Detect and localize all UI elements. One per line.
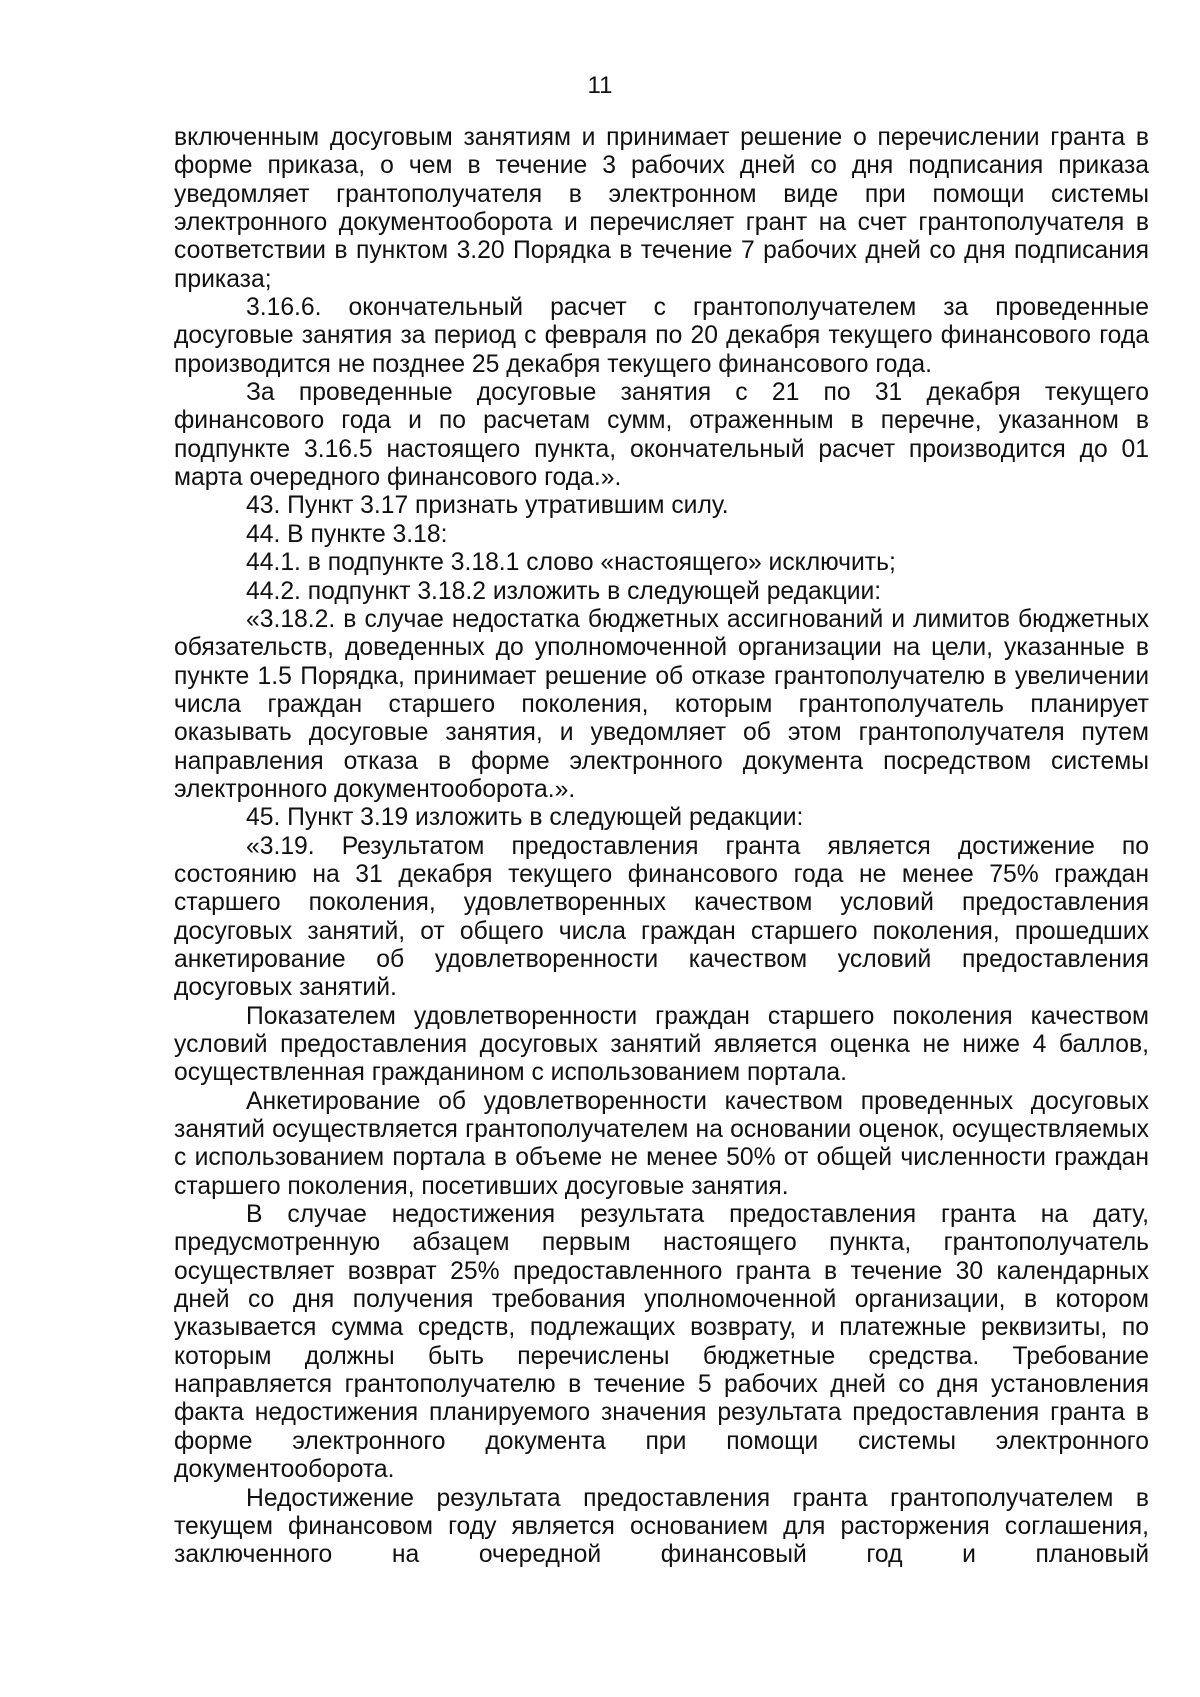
document-body [174, 124, 1149, 1570]
page-number: 11 [587, 72, 613, 99]
paragraph-refund: В случае недостижения результата предоставления гранта на дату, предусмотренную абзацем первым настоящего пункта, грантополучатель осуществляет возврат 25% предоставленного гранта в течение 30 календарных дней со дня получения требования уполномоченной организации, в котором указывается сумма средств, подлежащих возврату, и платежные реквизиты, по которым должны быть перечислены бюджетные средства. Требование направляется грантополучателю в течение 5 рабочих дней со дня установления факта недостижения планируемого значения результата предоставления гранта в форме электронного документа при помощи системы электронного документооборота. [174, 1201, 1149, 1484]
paragraph-satisfaction-indicator: Показателем удовлетворенности граждан старшего поколения качеством условий предоставления досуговых занятий является оценка не ниже 4 баллов, осуществленная гражданином с использованием портала. [174, 1002, 1149, 1087]
paragraph-grant-transfer-decision: включенным досуговым занятиям и принимает решение о перечислении гранта в форме приказа, о чем в течение 3 рабочих дней со дня подписания приказа уведомляет грантополучателя в электронном виде при помощи системы электронного документооборота и перечисляет грант на счет грантополучателя в соответствии в пунктом 3.20 Порядка в течение 7 рабочих дней со дня подписания приказа; [174, 124, 1149, 293]
paragraph-item-44-1: 44.1. в подпункте 3.18.1 слово «настоящего» исключить; [246, 549, 896, 577]
paragraph-item-44-2: 44.2. подпункт 3.18.2 изложить в следующей редакции: [246, 577, 882, 605]
paragraph-survey: Анкетирование об удовлетворенности качеством проведенных досуговых занятий осуществляется грантополучателем на основании оценок, осуществляемых с использованием портала в объеме не менее 50% от общей численности граждан старшего поколения, посетивших досуговые занятия. [174, 1087, 1149, 1200]
paragraph-item-45: 45. Пункт 3.19 изложить в следующей редакции: [246, 804, 804, 832]
paragraph-3-18-2-text: «3.18.2. в случае недостатка бюджетных ассигнований и лимитов бюджетных обязательств, доведенных до уполномоченной организации на цели, указанные в пункте 1.5 Порядка, принимает решение об отказе грантополучателю в увеличении числа граждан старшего поколения, которым грантополучатель планирует оказывать досуговые занятия, и уведомляет об этом грантополучателя путем направления отказа в форме электронного документа посредством системы электронного документооборота.». [174, 605, 1149, 803]
paragraph-item-43: 43. Пункт 3.17 признать утратившим силу. [246, 492, 729, 520]
paragraph-termination: Недостижение результата предоставления гранта грантополучателем в текущем финансовом году является основанием для расторжения соглашения, заключенного на очередной финансовый год и плановый [174, 1484, 1149, 1569]
paragraph-item-44: 44. В пункте 3.18: [246, 520, 448, 548]
paragraph-3-16-6-final-settlement: 3.16.6. окончательный расчет с грантополучателем за проведенные досуговые занятия за период с февраля по 20 декабря текущего финансового года производится не позднее 25 декабря текущего финансового года. [174, 294, 1149, 378]
paragraph-3-19-result: «3.19. Результатом предоставления гранта является достижение по состоянию на 31 декабря текущего финансового года не менее 75% граждан старшего поколения, удовлетворенных качеством условий предоставления досуговых занятий, от общего числа граждан старшего поколения, прошедших анкетирование об удовлетворенности качеством условий предоставления досуговых занятий. [174, 832, 1149, 1002]
paragraph-december-settlement: За проведенные досуговые занятия с 21 по 31 декабря текущего финансового года и по расчетам сумм, отраженным в перечне, указанном в подпункте 3.16.5 настоящего пункта, окончательный расчет производится до 01 марта очередного финансового года.». [174, 379, 1149, 492]
